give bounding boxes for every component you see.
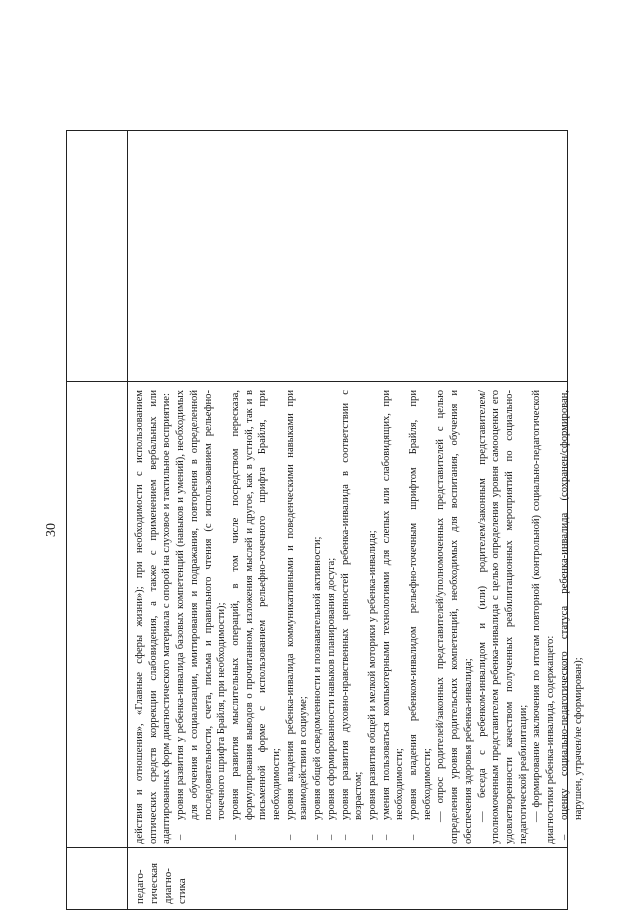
rotated-page (44, 130, 584, 910)
list-item: – уровня развития у ребенка-инвалида базовых компетенций (навыков и умений), необходимых для обучения и социализации, имитирования и подражания, повторения в определенной последовательности, счета, письма и правильного чтения (с использованием рельефно-точечного шрифта Брайля, при необходимости); (175, 390, 228, 840)
list-item: – уровня владения ребенком-инвалидом рельефно-точечным шрифтом Брайля, при необходимости; (408, 390, 433, 840)
list-item: – уровня сформированности навыков планирования досуга; (325, 557, 337, 840)
list-item: – оценку социально-педагогического статуса ребенка-инвалида (сохранен/сформирован, нарушен, утрачен/не сформирован); (558, 390, 584, 840)
stage-label-line: диагно- (162, 868, 174, 904)
table-row-divider (127, 130, 128, 910)
list-item: – уровня развития мыслительных операций, в том числе посредством пересказа, формулирования выводов о прочитанном, изложения мыслей и другое, как в устной, так и в письменной форме с использованием рельефно-точечного шрифта Брайля, при необходимости; (229, 390, 283, 840)
list-item: – уровня развития общей и мелкой моторики у ребенка-инвалида; (366, 530, 378, 840)
page-number: 30 (44, 523, 59, 537)
list-item: – умения пользоваться компьютерными технологиями для слепых или слабовидящих, при необходимости; (380, 390, 406, 840)
stage-label-line: педаго- (134, 869, 146, 904)
stage-label (133, 852, 189, 904)
table-border-right (67, 130, 567, 131)
table-column-divider (67, 847, 567, 848)
list-item: – уровня владения ребенка-инвалида коммуникативными и поведенческими навыками при взаимодействии в социуме; (284, 390, 310, 840)
stage-label-line: стика (176, 878, 188, 904)
paragraph: — беседа с ребенком-инвалидом и (или) родителем/законным представителем/уполномоченным представителем ребенка-инвалида с целью определения уровня самооценки его удовлетворенности качеством полученных реабилитационных мероприятий по социально-педагогической реабилитации; (476, 390, 529, 844)
table-column-divider (67, 381, 567, 382)
list-item: – уровня развития духовно-нравственных ценностей ребенка-инвалида в соответствии с возрастом; (339, 390, 365, 840)
content-cell (133, 390, 585, 844)
stage-label-line: гическая (148, 862, 160, 904)
intro-paragraph: действия и отношения», «Главные сферы жизни»); при необходимости с использованием оптических средств коррекции слабовидения, а также с применением вербальных или адаптированных форм диагностического материала с опорой на слуховое и тактильное восприятие: (134, 390, 173, 844)
paragraph: — опрос родителей/законных представителей/уполномоченных представителей с целью определения уровня родительских компетенций, необходимых для воспитания, обучения и обеспечения здоровья ребенка-инвалида; (435, 390, 474, 844)
list-item: – уровня общей осведомленности и познавательной активности; (312, 536, 324, 840)
paragraph: — формирование заключения по итогам повторной (контрольной) социально-педагогической диагностики ребенка-инвалида, содержащего: (531, 390, 557, 844)
content-table (66, 130, 584, 910)
